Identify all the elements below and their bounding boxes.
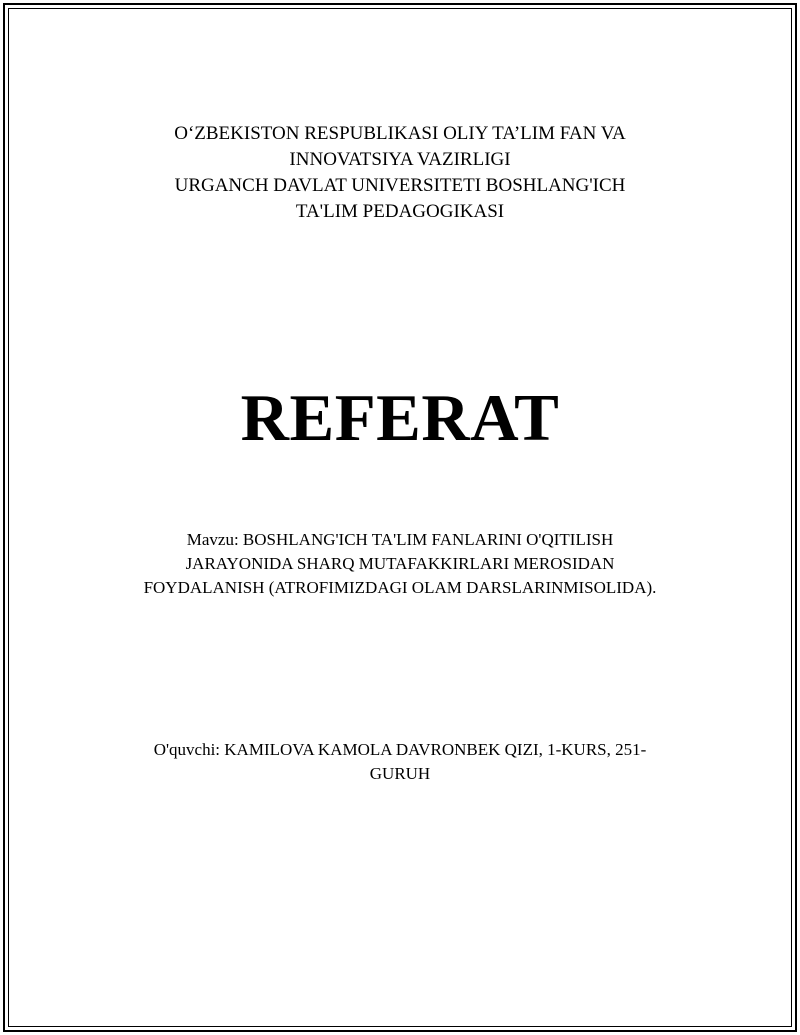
header-line-3: URGANCH DAVLAT UNIVERSITETI BOSHLANG'ICH	[174, 175, 626, 196]
institution-header	[0, 121, 800, 225]
header-line-2: INNOVATSIYA VAZIRLIGI	[289, 149, 511, 170]
student-block	[0, 738, 800, 786]
header-line-4: TA'LIM PEDAGOGIKASI	[295, 201, 505, 222]
topic-line-3: FOYDALANISH (ATROFIMIZDAGI OLAM DARSLARINMISOLIDA).	[143, 578, 657, 597]
document-title: REFERAT	[240, 381, 560, 455]
topic-line-1: Mavzu: BOSHLANG'ICH TA'LIM FANLARINI O'QITILISH	[186, 530, 614, 549]
topic-line-2: JARAYONIDA SHARQ MUTAFAKKIRLARI MEROSIDAN	[185, 554, 615, 573]
topic-block	[0, 528, 800, 600]
student-line-2: GURUH	[369, 764, 431, 783]
student-line-1: O'quvchi: KAMILOVA KAMOLA DAVRONBEK QIZI, 1-KURS, 251-	[153, 740, 647, 759]
header-line-1: O‘ZBEKISTON RESPUBLIKASI OLIY TA’LIM FAN VA	[174, 123, 626, 144]
